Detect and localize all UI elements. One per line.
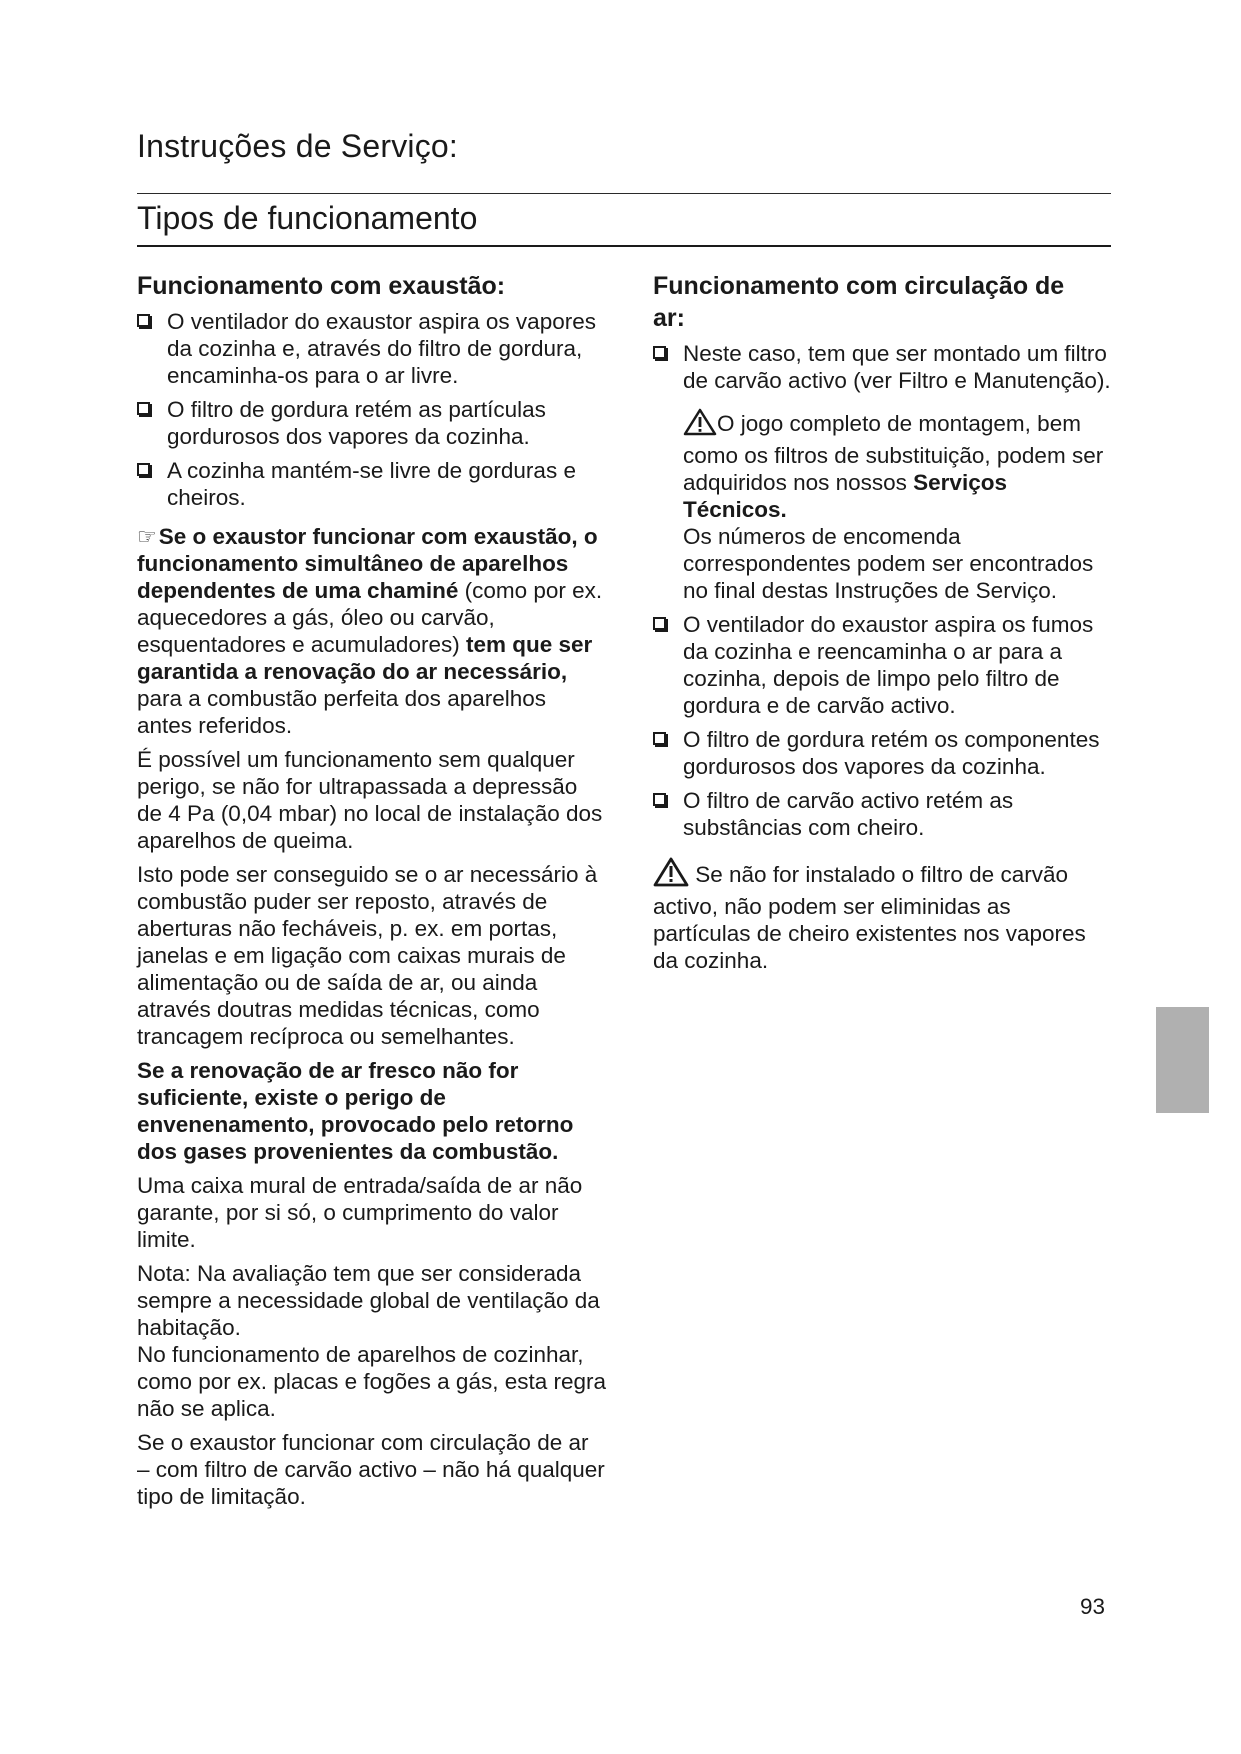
pointing-hand-icon: ☞ xyxy=(137,524,157,549)
warning-text: Se não for instalado o filtro de carvão activo, não podem ser eliminidas as partículas de cheiro existentes nos vapores da cozinha. xyxy=(653,862,1086,973)
page-number: 93 xyxy=(1080,1594,1106,1619)
paragraph: No funcionamento de aparelhos de cozinhar, como por ex. placas e fogões a gás, esta regra não se aplica. xyxy=(137,1342,607,1421)
warning-triangle-icon xyxy=(653,857,689,893)
checkbox-bullet-icon xyxy=(137,314,150,327)
list-item-text: Neste caso, tem que ser montado um filtro de carvão activo (ver Filtro e Manutenção). xyxy=(683,341,1111,393)
note-bold: Se o exaustor funcionar com exaustão, o funcionamento simultâneo de aparelhos dependentes de uma chaminé xyxy=(137,524,598,603)
list-item xyxy=(653,787,1113,841)
paragraph: Nota: Na avaliação tem que ser considerada sempre a necessidade global de ventilação da habitação. xyxy=(137,1261,600,1340)
service-note xyxy=(653,408,1113,604)
chapter-tab-marker xyxy=(1156,1007,1209,1113)
page-title: Instruções de Serviço: xyxy=(137,128,458,164)
note-text: Os números de encomenda correspondentes podem ser encontrados no final destas Instruções de Serviço. xyxy=(683,524,1094,603)
section-title: Tipos de funcionamento xyxy=(137,200,478,236)
list-item-text: O filtro de gordura retém as partículas gordurosos dos vapores da cozinha. xyxy=(167,397,546,449)
list-item xyxy=(653,726,1113,780)
list-item-text: O ventilador do exaustor aspira os vapores da cozinha e, através do filtro de gordura, encaminha-os para o ar livre. xyxy=(167,309,596,388)
note-bold: tem que ser garantida a renovação do ar necessário, xyxy=(137,632,593,684)
poisoning-warning xyxy=(137,1057,607,1165)
exhaust-mode-heading: Funcionamento com exaustão: xyxy=(137,272,506,300)
checkbox-bullet-icon xyxy=(653,617,666,630)
service-technicians-label: Serviços Técnicos. xyxy=(683,470,1007,522)
list-item xyxy=(653,611,1113,719)
paragraph: É possível um funcionamento sem qualquer perigo, se não for ultrapassada a depressão de 4 Pa (0,04 mbar) no local de instalação dos aparelhos de queima. xyxy=(137,747,603,853)
list-item xyxy=(653,340,1113,394)
checkbox-bullet-icon xyxy=(653,793,666,806)
paragraph: Isto pode ser conseguido se o ar necessário à combustão puder ser reposto, através de aberturas não fecháveis, p. ex. em portas, janelas e em ligação com caixas murais de alimentação ou de saída de ar, ou ainda através doutras medidas técnicas, como trancagem recíproca ou semelhantes. xyxy=(137,862,598,1049)
list-item-text: A cozinha mantém-se livre de gorduras e cheiros. xyxy=(167,458,576,510)
checkbox-bullet-icon xyxy=(137,402,150,415)
warning-triangle-icon xyxy=(683,408,717,442)
recirculation-mode-heading: Funcionamento com circulação de ar: xyxy=(653,272,1065,332)
note-text: para a combustão perfeita dos aparelhos antes referidos. xyxy=(137,686,547,738)
carbon-filter-warning xyxy=(653,857,1113,974)
list-item-text: O ventilador do exaustor aspira os fumos da cozinha e reencaminha o ar para a cozinha, depois de limpo pelo filtro de gordura e de carvão activo. xyxy=(683,612,1094,718)
title-divider xyxy=(137,193,1111,194)
list-item-text: O filtro de gordura retém os componentes gordurosos dos vapores da cozinha. xyxy=(683,727,1100,779)
list-item xyxy=(137,308,607,389)
warning-bold-text: Se a renovação de ar fresco não for suficiente, existe o perigo de envenenamento, provocado pelo retorno dos gases provenientes da combustão. xyxy=(137,1058,574,1164)
note-text: (como por ex. aquecedores a gás, óleo ou carvão, esquentadores e acumuladores) xyxy=(137,578,603,657)
section-divider xyxy=(137,245,1111,247)
list-item xyxy=(137,457,607,511)
paragraph: Uma caixa mural de entrada/saída de ar não garante, por si só, o cumprimento do valor limite. xyxy=(137,1173,583,1252)
checkbox-bullet-icon xyxy=(653,732,666,745)
note-text: O jogo completo de montagem, bem como os filtros de substituição, podem ser adquiridos nos nossos xyxy=(683,411,1104,495)
left-column xyxy=(137,270,607,1517)
checkbox-bullet-icon xyxy=(137,463,150,476)
chimney-note xyxy=(137,523,607,739)
right-column xyxy=(653,270,1113,981)
paragraph: Se o exaustor funcionar com circulação de ar – com filtro de carvão activo – não há qualquer tipo de limitação. xyxy=(137,1430,605,1509)
list-item xyxy=(137,396,607,450)
checkbox-bullet-icon xyxy=(653,346,666,359)
list-item-text: O filtro de carvão activo retém as substâncias com cheiro. xyxy=(683,788,1014,840)
